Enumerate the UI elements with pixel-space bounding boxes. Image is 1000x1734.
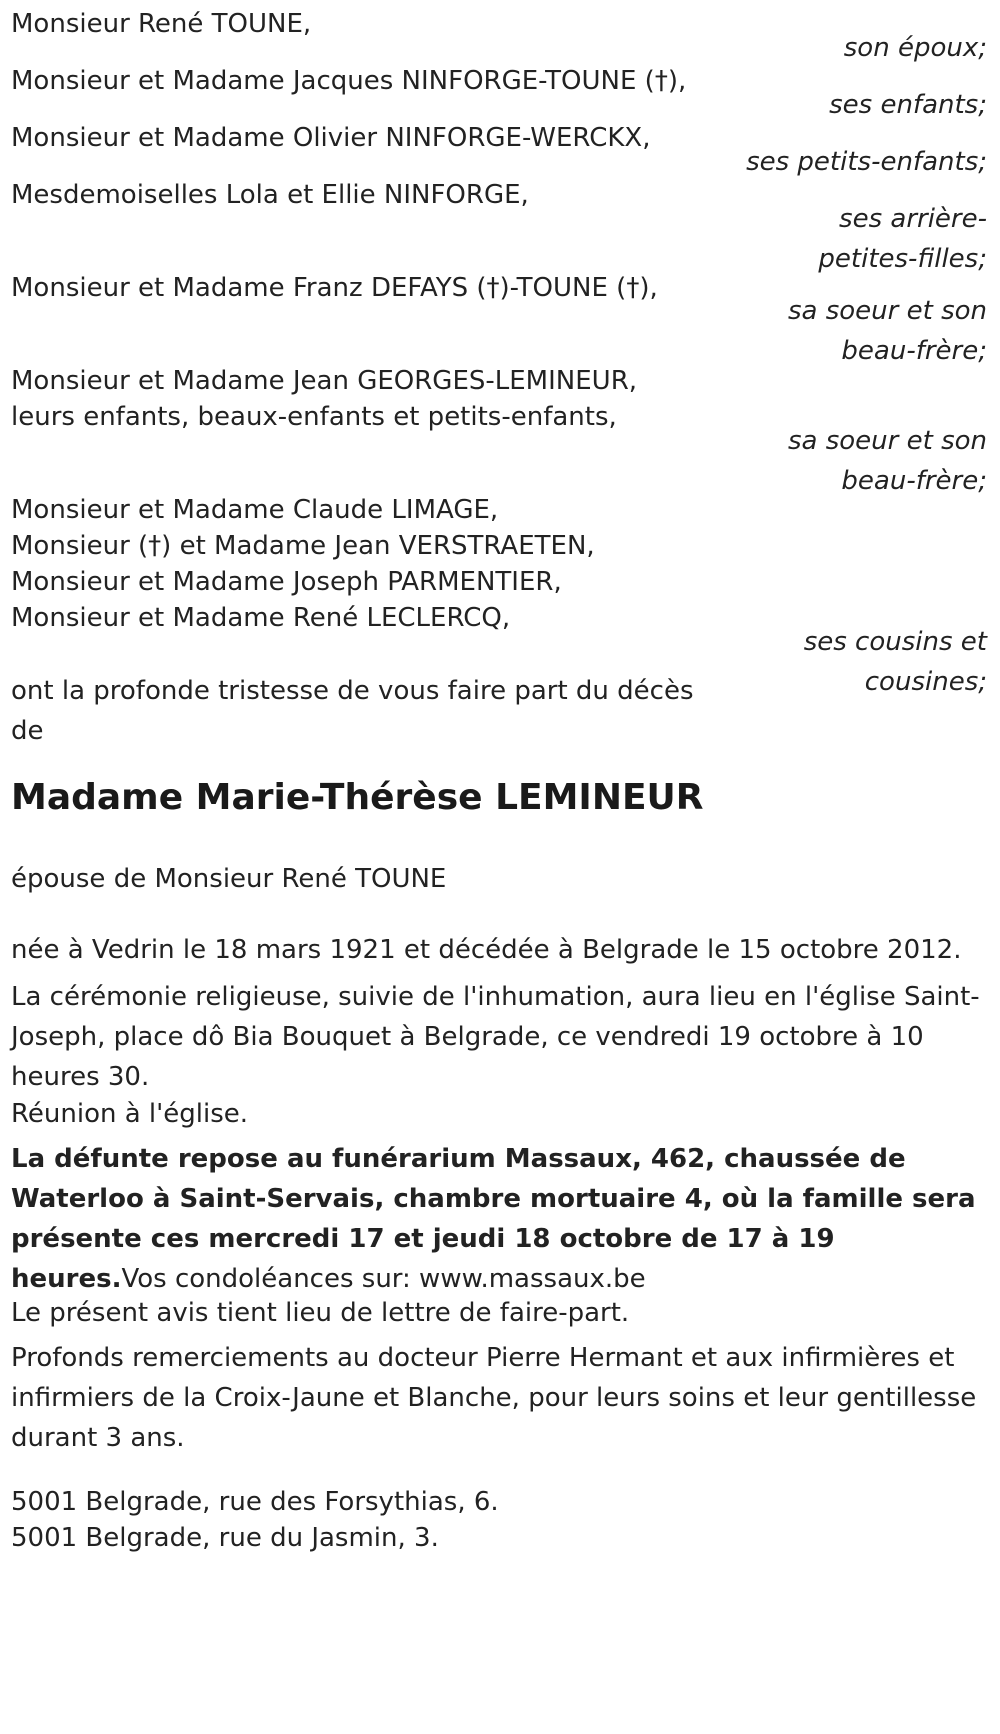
family-line-children: Monsieur et Madame Jacques NINFORGE-TOUNE (†), (11, 66, 687, 96)
address-2: 5001 Belgrade, rue du Jasmin, 3. (11, 1523, 439, 1553)
family-line-sister-2-descendants: leurs enfants, beaux-enfants et petits-enfants, (11, 402, 617, 432)
family-line-great-grandchildren: Mesdemoiselles Lola et Ellie NINFORGE, (11, 180, 529, 210)
family-line-husband: Monsieur René TOUNE, (11, 9, 312, 39)
notice-text: Le présent avis tient lieu de lettre de faire-part. (11, 1298, 630, 1328)
role-sister-1: sa soeur et son beau-frère; (787, 296, 987, 366)
ceremony-text: La cérémonie religieuse, suivie de l'inhumation, aura lieu en l'église Saint-Joseph, place dô Bia Bouquet à Belgrade, ce vendredi 19 octobre à 10 heures 30. (11, 982, 980, 1092)
deceased-name: Madame Marie-Thérèse LEMINEUR (11, 777, 704, 818)
family-line-grandchildren: Monsieur et Madame Olivier NINFORGE-WERCKX, (11, 123, 651, 153)
family-line-cousin-1: Monsieur et Madame Claude LIMAGE, (11, 495, 499, 525)
funerarium-text: La défunte repose au funérarium Massaux, 462, chaussée de Waterloo à Saint-Servais, chambre mortuaire 4, où la famille sera présente ces mercredi 17 et jeudi 18 octobre de 17 à 19 heures. (11, 1144, 976, 1294)
funerarium-paragraph (11, 1139, 996, 1299)
announcement-text: ont la profonde tristesse de vous faire part du décès de (11, 676, 694, 746)
family-line-cousin-4: Monsieur et Madame René LECLERCQ, (11, 603, 511, 633)
deceased-spouse: épouse de Monsieur René TOUNE (11, 864, 447, 894)
role-grandchildren: ses petits-enfants; (746, 147, 987, 177)
family-line-sister-2: Monsieur et Madame Jean GEORGES-LEMINEUR, (11, 366, 638, 396)
role-cousins: ses cousins et cousines; (803, 627, 987, 697)
role-great-grandchildren: ses arrière-petites-filles; (818, 204, 987, 274)
thanks-text: Profonds remerciements au docteur Pierre Hermant et aux infirmières et infirmiers de la Croix-Jaune et Blanche, pour leurs soins et leur gentillesse durant 3 ans. (11, 1343, 977, 1453)
birth-death-dates: née à Vedrin le 18 mars 1921 et décédée à Belgrade le 15 octobre 2012. (11, 935, 962, 965)
role-husband: son époux; (843, 33, 987, 63)
family-line-cousin-3: Monsieur et Madame Joseph PARMENTIER, (11, 567, 562, 597)
family-line-sister-1: Monsieur et Madame Franz DEFAYS (†)-TOUNE (†), (11, 273, 658, 303)
role-children: ses enfants; (829, 90, 987, 120)
meeting-text: Réunion à l'église. (11, 1099, 249, 1129)
family-line-cousin-2: Monsieur (†) et Madame Jean VERSTRAETEN, (11, 531, 595, 561)
condolences-text: Vos condoléances sur: www.massaux.be (121, 1264, 646, 1294)
role-sister-2: sa soeur et son beau-frère; (787, 426, 987, 496)
address-1: 5001 Belgrade, rue des Forsythias, 6. (11, 1487, 499, 1517)
